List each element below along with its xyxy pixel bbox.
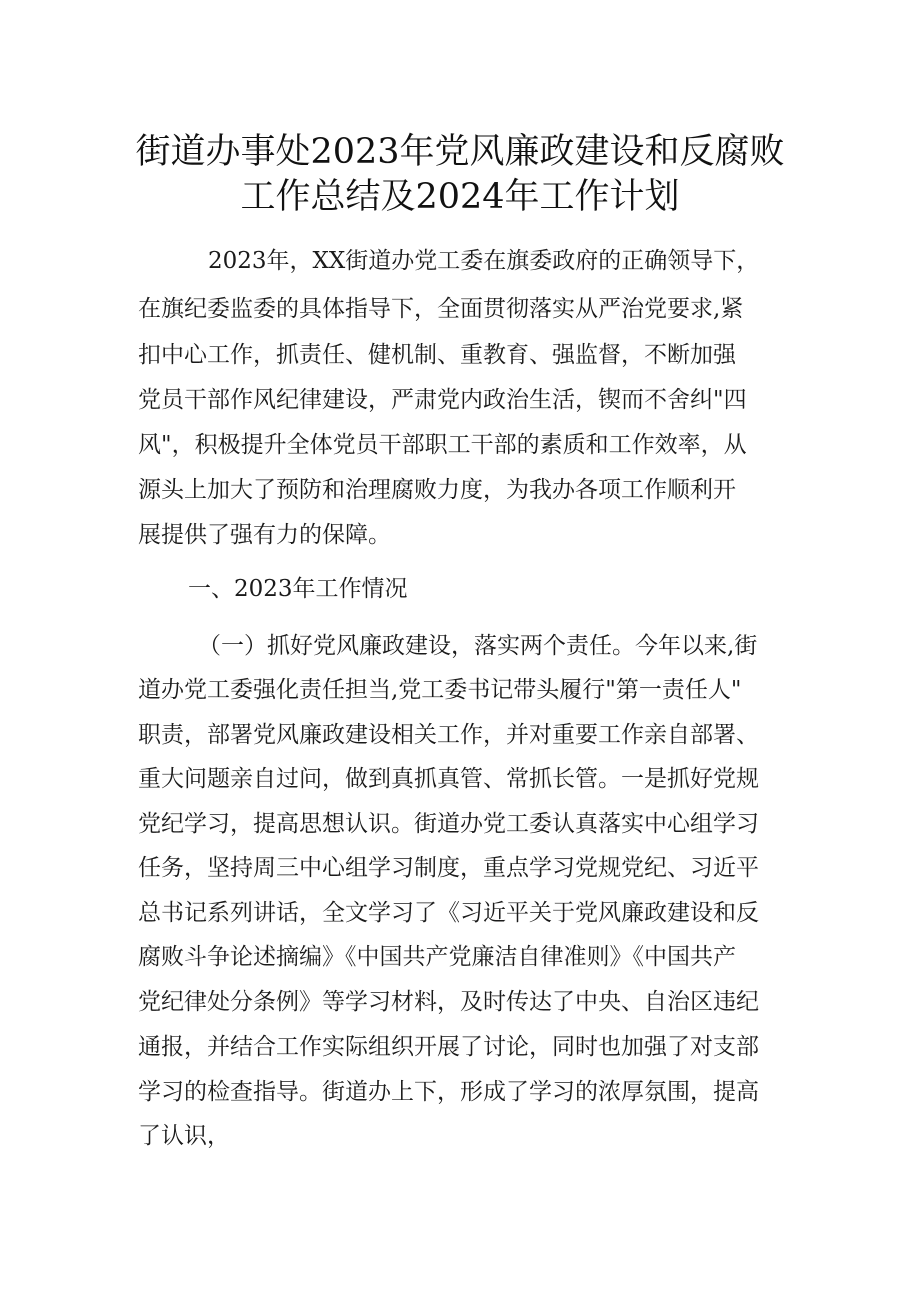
paragraph-2-line: 党纪律处分条例》等学习材料，及时传达了中央、自治区违纪 [138,989,759,1015]
section-heading: 一、2023年工作情况 [188,576,408,602]
paragraph-1-line: 源头上加大了预防和治理腐败力度，为我办各项工作顺利开 [138,477,736,503]
paragraph-2-line: 学习的检查指导。街道办上下，形成了学习的浓厚氛围，提高 [138,1079,759,1105]
paragraph-1-line: 展提供了强有力的保障。 [138,522,391,548]
paragraph-2-line: （一）抓好党风廉政建设，落实两个责任。今年以来,街 [198,633,758,659]
paragraph-2-line: 任务，坚持周三中心组学习制度，重点学习党规党纪、习近平 [138,855,759,881]
document-title-line-2: 工作总结及2024年工作计划 [240,177,680,217]
paragraph-2-line: 总书记系列讲话，全文学习了《习近平关于党风廉政建设和反 [138,900,759,926]
paragraph-2-line: 了认识， [138,1123,230,1149]
paragraph-2-line: 重大问题亲自过问，做到真抓真管、常抓长管。一是抓好党规 [138,766,759,792]
paragraph-1-line: 2023年，XX街道办党工委在旗委政府的正确领导下， [208,248,760,274]
paragraph-2-line: 道办党工委强化责任担当,党工委书记带头履行"第一责任人" [138,677,742,703]
paragraph-2-line: 职责，部署党风廉政建设相关工作，并对重要工作亲自部署、 [138,722,759,748]
paragraph-2-line: 腐败斗争论述摘编》《中国共产党廉洁自律准则》《中国共产 [138,944,736,970]
paragraph-2-line: 党纪学习，提高思想认识。街道办党工委认真落实中心组学习 [138,811,759,837]
paragraph-1-line: 风"，积极提升全体党员干部职工干部的素质和工作效率，从 [138,432,747,458]
paragraph-1-line: 党员干部作风纪律建设，严肃党内政治生活，锲而不舍纠"四 [138,387,747,413]
paragraph-2-line: 通报，并结合工作实际组织开展了讨论，同时也加强了对支部 [138,1034,759,1060]
document-title-line-1: 街道办事处2023年党风廉政建设和反腐败 [135,132,785,172]
paragraph-1-line: 扣中心工作，抓责任、健机制、重教育、强监督，不断加强 [138,342,736,368]
paragraph-1-line: 在旗纪委监委的具体指导下，全面贯彻落实从严治党要求,紧 [138,296,744,322]
